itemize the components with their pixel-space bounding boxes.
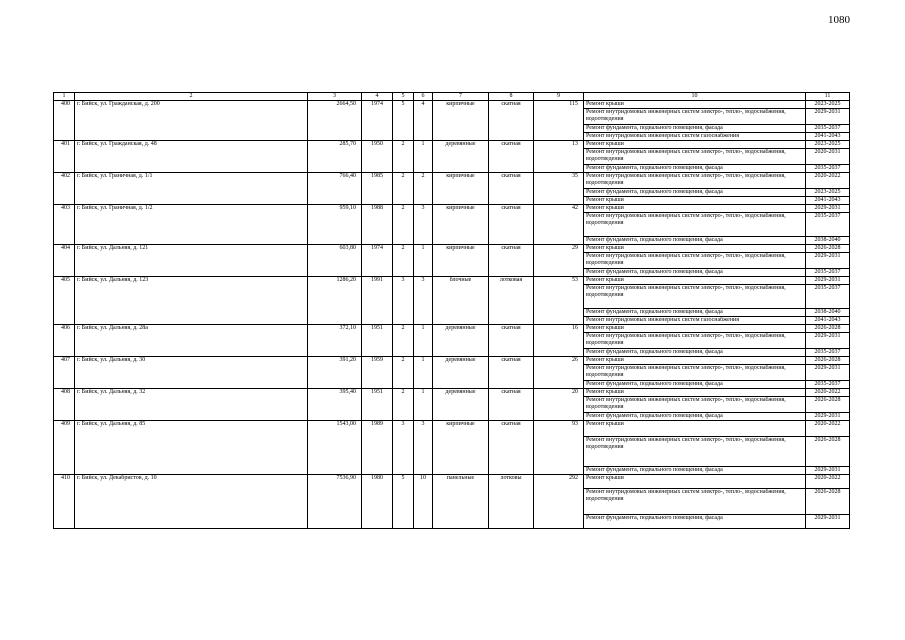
residents-cell: 29: [534, 245, 584, 277]
address-cell: г. Бийск, ул. Дальняя, д. 32: [75, 389, 308, 421]
work-period-cell: 2026-2028: [806, 245, 850, 253]
entrances-cell: 1: [414, 325, 433, 357]
work-period-cell: 2029-2031: [806, 205, 850, 213]
row-number: 402: [54, 173, 75, 205]
year-cell: 1959: [362, 357, 393, 389]
roof-type-cell: скатная: [489, 357, 534, 389]
address-cell: г. Бийск, ул. Дальняя, д. 121: [75, 245, 308, 277]
table-row: [54, 277, 850, 285]
floors-cell: 2: [393, 389, 414, 421]
work-period-cell: 2029-2031: [806, 365, 850, 381]
work-type-cell: Ремонт внутридомовых инженерных систем электро-, тепло-, водоснабжения, водоотведения: [584, 365, 806, 381]
row-number: 406: [54, 325, 75, 357]
work-period-cell: 2026-2028: [806, 437, 850, 467]
work-type-cell: Ремонт внутридомовых инженерных систем газоснабжения: [584, 317, 806, 325]
wall-material-cell: деревянные: [433, 141, 489, 173]
column-header: 4: [362, 93, 393, 101]
work-period-cell: 2035-2037: [806, 165, 850, 173]
work-type-cell: Ремонт крыши: [584, 357, 806, 365]
year-cell: 1989: [362, 421, 393, 475]
row-number: 403: [54, 205, 75, 245]
year-cell: 1980: [362, 475, 393, 529]
column-header: 11: [806, 93, 850, 101]
row-number: 410: [54, 475, 75, 529]
residents-cell: 42: [534, 205, 584, 245]
work-period-cell: 2035-2037: [806, 285, 850, 309]
work-period-cell: 2026-2028: [806, 325, 850, 333]
work-period-cell: 2026-2028: [806, 397, 850, 413]
work-period-cell: 2035-2037: [806, 349, 850, 357]
residents-cell: 13: [534, 141, 584, 173]
address-cell: г. Бийск, ул. Дальняя, д. 123: [75, 277, 308, 325]
column-header: 10: [584, 93, 806, 101]
roof-type-cell: скатная: [489, 389, 534, 421]
table-row: [54, 101, 850, 109]
work-period-cell: 2029-2031: [806, 277, 850, 285]
address-cell: г. Бийск, ул. Граничная, д. 1/2: [75, 205, 308, 245]
column-header: 9: [534, 93, 584, 101]
work-type-cell: Ремонт внутридомовых инженерных систем электро-, тепло-, водоснабжения, водоотведения: [584, 253, 806, 269]
year-cell: 1974: [362, 245, 393, 277]
row-number: 401: [54, 141, 75, 173]
year-cell: 1951: [362, 389, 393, 421]
column-number-header-row: [54, 93, 850, 101]
work-type-cell: Ремонт крыши: [584, 101, 806, 109]
row-number: 409: [54, 421, 75, 475]
work-type-cell: Ремонт фундамента, подвального помещения, фасада: [584, 165, 806, 173]
column-header: 8: [489, 93, 534, 101]
work-period-cell: 2023-2025: [806, 141, 850, 149]
work-period-cell: 2035-2037: [806, 269, 850, 277]
work-type-cell: Ремонт крыши: [584, 245, 806, 253]
work-period-cell: 2029-2031: [806, 253, 850, 269]
work-period-cell: 2023-2025: [806, 189, 850, 197]
table-row: [54, 421, 850, 437]
floors-cell: 2: [393, 357, 414, 389]
residents-cell: 115: [534, 101, 584, 141]
entrances-cell: 1: [414, 141, 433, 173]
area-cell: 395,40: [308, 389, 362, 421]
row-number: 405: [54, 277, 75, 325]
entrances-cell: 3: [414, 421, 433, 475]
work-period-cell: 2020-2022: [806, 173, 850, 189]
work-type-cell: Ремонт крыши: [584, 141, 806, 149]
work-type-cell: Ремонт внутридомовых инженерных систем электро-, тепло-, водоснабжения, водоотведения: [584, 397, 806, 413]
address-cell: г. Бийск, ул. Декабристов, д. 10: [75, 475, 308, 529]
entrances-cell: 1: [414, 357, 433, 389]
work-type-cell: Ремонт крыши: [584, 389, 806, 397]
work-period-cell: 2038-2040: [806, 237, 850, 245]
work-type-cell: Ремонт крыши: [584, 475, 806, 489]
roof-type-cell: лотковая: [489, 277, 534, 325]
year-cell: 1974: [362, 101, 393, 141]
table-row: [54, 389, 850, 397]
work-period-cell: 2035-2037: [806, 125, 850, 133]
roof-type-cell: скатная: [489, 101, 534, 141]
floors-cell: 2: [393, 141, 414, 173]
work-type-cell: Ремонт внутридомовых инженерных систем электро-, тепло-, водоснабжения, водоотведения: [584, 109, 806, 125]
roof-type-cell: скатная: [489, 173, 534, 205]
table-row: [54, 205, 850, 213]
floors-cell: 2: [393, 173, 414, 205]
work-type-cell: Ремонт внутридомовых инженерных систем электро-, тепло-, водоснабжения, водоотведения: [584, 173, 806, 189]
work-period-cell: 2029-2031: [806, 515, 850, 529]
wall-material-cell: деревянные: [433, 325, 489, 357]
entrances-cell: 3: [414, 205, 433, 245]
roof-type-cell: скатная: [489, 205, 534, 245]
work-type-cell: Ремонт фундамента, подвального помещения, фасада: [584, 413, 806, 421]
table-row: [54, 475, 850, 489]
work-type-cell: Ремонт фундамента, подвального помещения, фасада: [584, 125, 806, 133]
residents-cell: 93: [534, 421, 584, 475]
column-header: 3: [308, 93, 362, 101]
residents-cell: 53: [534, 277, 584, 325]
year-cell: 1951: [362, 325, 393, 357]
area-cell: 766,40: [308, 173, 362, 205]
area-cell: 959,10: [308, 205, 362, 245]
work-type-cell: Ремонт внутридомовых инженерных систем электро-, тепло-, водоснабжения, водоотведения: [584, 149, 806, 165]
floors-cell: 5: [393, 475, 414, 529]
address-cell: г. Бийск, ул. Дальняя, д. 28а: [75, 325, 308, 357]
work-period-cell: 2020-2022: [806, 421, 850, 437]
address-cell: г. Бийск, ул. Граничная, д. 1/1: [75, 173, 308, 205]
work-period-cell: 2026-2028: [806, 357, 850, 365]
area-cell: 285,70: [308, 141, 362, 173]
year-cell: 1991: [362, 277, 393, 325]
work-type-cell: Ремонт фундамента, подвального помещения, фасада: [584, 189, 806, 197]
work-period-cell: 2041-2043: [806, 317, 850, 325]
work-period-cell: 2029-2031: [806, 109, 850, 125]
area-cell: 391,20: [308, 357, 362, 389]
work-type-cell: Ремонт крыши: [584, 197, 806, 205]
row-number: 407: [54, 357, 75, 389]
work-type-cell: Ремонт внутридомовых инженерных систем электро-, тепло-, водоснабжения, водоотведения: [584, 437, 806, 467]
residents-cell: 20: [534, 389, 584, 421]
column-header: 1: [54, 93, 75, 101]
table-row: [54, 245, 850, 253]
roof-type-cell: лотковы: [489, 475, 534, 529]
row-number: 408: [54, 389, 75, 421]
area-cell: 1286,20: [308, 277, 362, 325]
area-cell: 2664,50: [308, 101, 362, 141]
year-cell: 1950: [362, 141, 393, 173]
residents-cell: 292: [534, 475, 584, 529]
table-row: [54, 357, 850, 365]
wall-material-cell: деревянные: [433, 389, 489, 421]
entrances-cell: 1: [414, 389, 433, 421]
work-type-cell: Ремонт внутридомовых инженерных систем электро-, тепло-, водоснабжения, водоотведения: [584, 489, 806, 515]
area-cell: 603,80: [308, 245, 362, 277]
work-type-cell: Ремонт фундамента, подвального помещения, фасада: [584, 309, 806, 317]
address-cell: г. Бийск, ул. Дальняя, д. 85: [75, 421, 308, 475]
work-period-cell: 2029-2031: [806, 413, 850, 421]
wall-material-cell: кирпичные: [433, 173, 489, 205]
column-header: 2: [75, 93, 308, 101]
floors-cell: 3: [393, 277, 414, 325]
work-type-cell: Ремонт фундамента, подвального помещения, фасада: [584, 349, 806, 357]
area-cell: 7536,90: [308, 475, 362, 529]
address-cell: г. Бийск, ул. Гражданская, д. 200: [75, 101, 308, 141]
work-period-cell: 2020-2031: [806, 149, 850, 165]
wall-material-cell: кирпичные: [433, 245, 489, 277]
table-row: [54, 173, 850, 189]
work-type-cell: Ремонт внутридомовых инженерных систем газоснабжения: [584, 133, 806, 141]
roof-type-cell: скатная: [489, 325, 534, 357]
work-period-cell: 2035-2037: [806, 381, 850, 389]
floors-cell: 5: [393, 101, 414, 141]
wall-material-cell: кирпичные: [433, 101, 489, 141]
repair-program-table: [53, 92, 850, 529]
work-type-cell: Ремонт крыши: [584, 325, 806, 333]
work-period-cell: 2035-2037: [806, 213, 850, 237]
row-number: 404: [54, 245, 75, 277]
wall-material-cell: кирпичные: [433, 205, 489, 245]
work-type-cell: Ремонт внутридомовых инженерных систем электро-, тепло-, водоснабжения, водоотведения: [584, 213, 806, 237]
address-cell: г. Бийск, ул. Дальняя, д. 30: [75, 357, 308, 389]
floors-cell: 2: [393, 205, 414, 245]
address-cell: г. Бийск, ул. Гражданская, д. 48: [75, 141, 308, 173]
work-type-cell: Ремонт фундамента, подвального помещения, фасада: [584, 381, 806, 389]
work-period-cell: 2023-2025: [806, 101, 850, 109]
work-period-cell: 2026-2028: [806, 489, 850, 515]
wall-material-cell: деревянные: [433, 357, 489, 389]
row-number: 400: [54, 101, 75, 141]
floors-cell: 3: [393, 421, 414, 475]
entrances-cell: 2: [414, 173, 433, 205]
work-type-cell: Ремонт крыши: [584, 205, 806, 213]
column-header: 5: [393, 93, 414, 101]
area-cell: 372,10: [308, 325, 362, 357]
work-type-cell: Ремонт фундамента, подвального помещения, фасада: [584, 269, 806, 277]
roof-type-cell: скатная: [489, 245, 534, 277]
work-type-cell: Ремонт фундамента, подвального помещения, фасада: [584, 237, 806, 245]
year-cell: 1985: [362, 173, 393, 205]
work-type-cell: Ремонт фундамента, подвального помещения, фасада: [584, 467, 806, 475]
column-header: 7: [433, 93, 489, 101]
work-type-cell: Ремонт крыши: [584, 277, 806, 285]
residents-cell: 35: [534, 173, 584, 205]
work-period-cell: 2041-2043: [806, 197, 850, 205]
roof-type-cell: скатная: [489, 141, 534, 173]
entrances-cell: 1: [414, 245, 433, 277]
year-cell: 1988: [362, 205, 393, 245]
area-cell: 1543,00: [308, 421, 362, 475]
table-row: [54, 325, 850, 333]
wall-material-cell: кирпичные: [433, 421, 489, 475]
work-type-cell: Ремонт фундамента, подвального помещения, фасада: [584, 515, 806, 529]
residents-cell: 16: [534, 325, 584, 357]
entrances-cell: 10: [414, 475, 433, 529]
work-period-cell: 2020-2022: [806, 389, 850, 397]
entrances-cell: 4: [414, 101, 433, 141]
work-type-cell: Ремонт внутридомовых инженерных систем электро-, тепло-, водоснабжения, водоотведения: [584, 285, 806, 309]
work-period-cell: 2029-2031: [806, 467, 850, 475]
roof-type-cell: скатная: [489, 421, 534, 475]
residents-cell: 26: [534, 357, 584, 389]
work-type-cell: Ремонт внутридомовых инженерных систем электро-, тепло-, водоснабжения, водоотведения: [584, 333, 806, 349]
floors-cell: 2: [393, 325, 414, 357]
work-period-cell: 2029-2031: [806, 333, 850, 349]
column-header: 6: [414, 93, 433, 101]
floors-cell: 2: [393, 245, 414, 277]
table-row: [54, 141, 850, 149]
work-period-cell: 2020-2022: [806, 475, 850, 489]
wall-material-cell: панельные: [433, 475, 489, 529]
work-type-cell: Ремонт крыши: [584, 421, 806, 437]
entrances-cell: 3: [414, 277, 433, 325]
wall-material-cell: блочные: [433, 277, 489, 325]
page-number: 1080: [828, 14, 850, 26]
work-period-cell: 2041-2043: [806, 133, 850, 141]
work-period-cell: 2038-2040: [806, 309, 850, 317]
